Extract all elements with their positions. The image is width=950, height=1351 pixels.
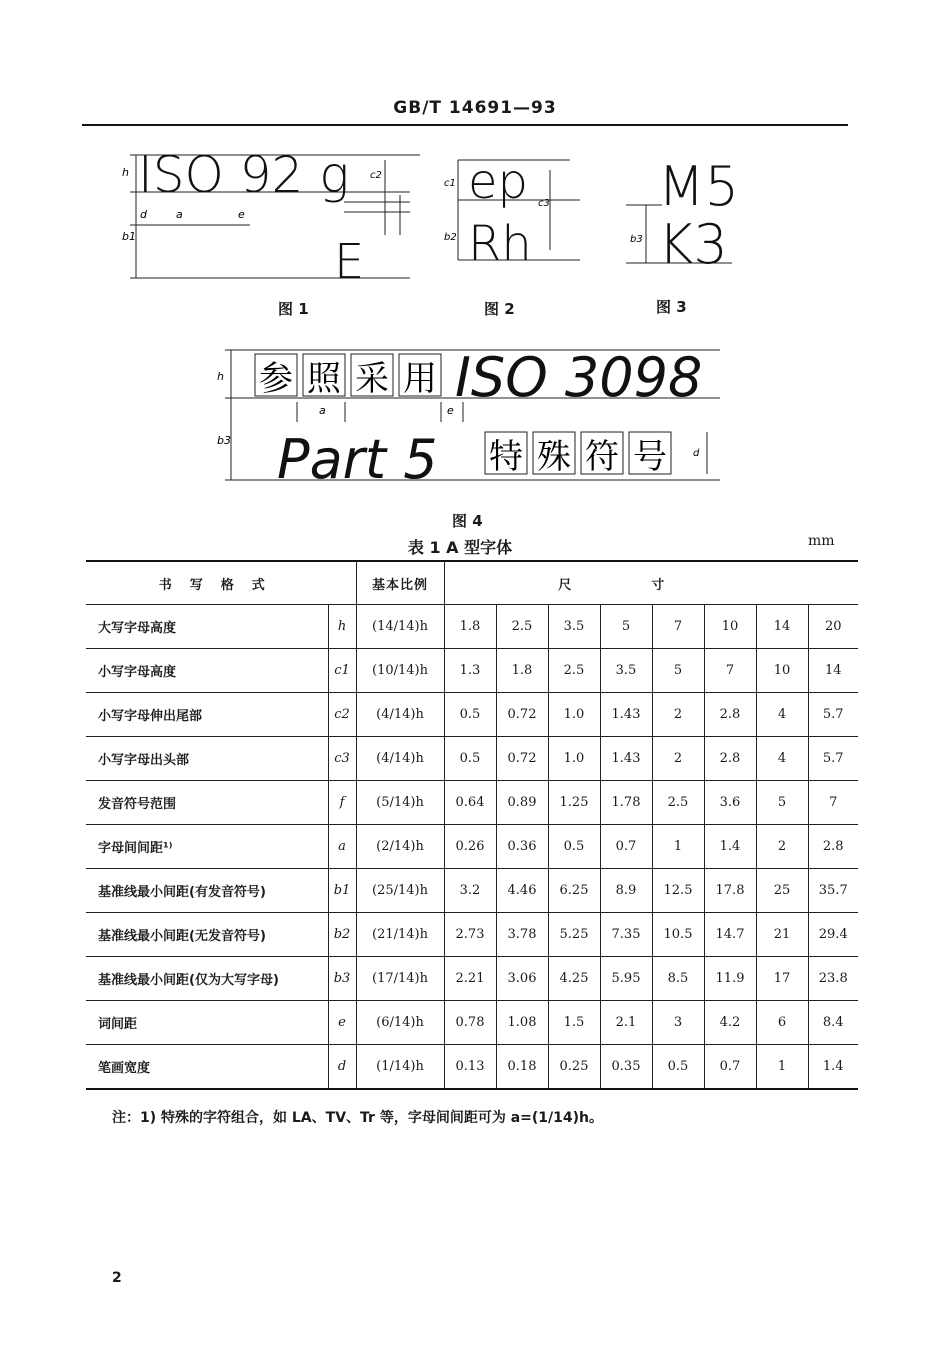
row-value: 14.7 — [704, 913, 756, 957]
table-row — [86, 1045, 858, 1090]
row-value: 10 — [704, 605, 756, 649]
row-name: 词间距 — [86, 1001, 328, 1045]
row-value: 3.5 — [600, 649, 652, 693]
row-value: 1.5 — [548, 1001, 600, 1045]
row-value: 3.6 — [704, 781, 756, 825]
row-name: 小写字母伸出尾部 — [86, 693, 328, 737]
row-value: 0.36 — [496, 825, 548, 869]
fig2-sample-line1: ep — [468, 154, 528, 210]
row-value: 1.78 — [600, 781, 652, 825]
row-symbol: f — [328, 781, 356, 825]
row-value: 0.13 — [444, 1045, 496, 1090]
row-value: 35.7 — [808, 869, 858, 913]
row-symbol: c3 — [328, 737, 356, 781]
fig3-caption: 图 3 — [656, 298, 687, 316]
row-name: 基准线最小间距(仅为大写字母) — [86, 957, 328, 1001]
row-value: 5.25 — [548, 913, 600, 957]
row-value: 20 — [808, 605, 858, 649]
row-value: 10.5 — [652, 913, 704, 957]
row-symbol: h — [328, 605, 356, 649]
row-value: 1.0 — [548, 693, 600, 737]
fig4-label-a: a — [319, 404, 326, 417]
row-value: 0.7 — [704, 1045, 756, 1090]
row-name: 字母间间距¹⁾ — [86, 825, 328, 869]
page-number: 2 — [112, 1270, 122, 1286]
row-value: 5 — [600, 605, 652, 649]
fig4-sample-iso: ISO 3098 — [455, 346, 703, 409]
row-value: 1 — [652, 825, 704, 869]
row-value: 8.9 — [600, 869, 652, 913]
row-value: 7 — [808, 781, 858, 825]
fig4-label-h: h — [217, 370, 224, 383]
fig4-caption: 图 4 — [452, 512, 483, 530]
fig4-boxed-char: 参 — [259, 359, 293, 399]
row-value: 0.7 — [600, 825, 652, 869]
table-row — [86, 737, 858, 781]
row-ratio: (17/14)h — [356, 957, 444, 1001]
row-ratio: (4/14)h — [356, 693, 444, 737]
fig3-sample-line2: K3 — [658, 213, 728, 270]
table-row — [86, 649, 858, 693]
row-name: 小写字母高度 — [86, 649, 328, 693]
row-ratio: (6/14)h — [356, 1001, 444, 1045]
fig4-boxed-char: 用 — [403, 359, 437, 399]
row-value: 10 — [756, 649, 808, 693]
row-ratio: (25/14)h — [356, 869, 444, 913]
table-title: 表 1 A 型字体 — [407, 538, 513, 557]
row-value: 2.8 — [704, 737, 756, 781]
row-value: 0.5 — [652, 1045, 704, 1090]
table-unit: mm — [808, 533, 835, 549]
row-value: 23.8 — [808, 957, 858, 1001]
row-value: 0.5 — [548, 825, 600, 869]
row-ratio: (2/14)h — [356, 825, 444, 869]
row-symbol: b3 — [328, 957, 356, 1001]
table-header-row — [86, 561, 858, 605]
table-row — [86, 605, 858, 649]
row-value: 5 — [652, 649, 704, 693]
standard-code: GB/T 14691—93 — [393, 98, 557, 118]
table-row — [86, 693, 858, 737]
row-value: 3.5 — [548, 605, 600, 649]
table-row — [86, 1001, 858, 1045]
row-value: 3.06 — [496, 957, 548, 1001]
row-symbol: e — [328, 1001, 356, 1045]
row-value: 0.89 — [496, 781, 548, 825]
row-name: 基准线最小间距(无发音符号) — [86, 913, 328, 957]
row-value: 3 — [652, 1001, 704, 1045]
row-value: 25 — [756, 869, 808, 913]
row-ratio: (1/14)h — [356, 1045, 444, 1090]
row-value: 14 — [808, 649, 858, 693]
row-value: 2.73 — [444, 913, 496, 957]
row-value: 2 — [652, 693, 704, 737]
fig1-label-d: d — [140, 208, 147, 221]
row-ratio: (10/14)h — [356, 649, 444, 693]
row-ratio: (5/14)h — [356, 781, 444, 825]
table-row — [86, 781, 858, 825]
row-value: 2.5 — [652, 781, 704, 825]
figure-4 — [215, 340, 725, 490]
figure-2 — [440, 150, 590, 270]
table-row — [86, 957, 858, 1001]
row-value: 6.25 — [548, 869, 600, 913]
row-value: 1.43 — [600, 737, 652, 781]
row-value: 3.78 — [496, 913, 548, 957]
row-value: 17.8 — [704, 869, 756, 913]
row-value: 1.4 — [808, 1045, 858, 1090]
fig4-label-e: e — [447, 404, 454, 417]
header-size: 尺寸 — [444, 561, 858, 605]
row-value: 0.64 — [444, 781, 496, 825]
row-value: 7.35 — [600, 913, 652, 957]
row-value: 2 — [756, 825, 808, 869]
row-value: 7 — [704, 649, 756, 693]
row-value: 5.7 — [808, 693, 858, 737]
row-value: 11.9 — [704, 957, 756, 1001]
fig2-caption: 图 2 — [484, 300, 515, 318]
row-ratio: (4/14)h — [356, 737, 444, 781]
row-value: 1.8 — [444, 605, 496, 649]
row-ratio: (21/14)h — [356, 913, 444, 957]
row-value: 3.2 — [444, 869, 496, 913]
row-name: 发音符号范围 — [86, 781, 328, 825]
row-value: 2.5 — [496, 605, 548, 649]
row-value: 2.21 — [444, 957, 496, 1001]
row-value: 8.5 — [652, 957, 704, 1001]
row-value: 2.8 — [704, 693, 756, 737]
row-value: 1.43 — [600, 693, 652, 737]
row-value: 2 — [652, 737, 704, 781]
fig1-sample-line2: E — [334, 234, 365, 290]
row-ratio: (14/14)h — [356, 605, 444, 649]
row-value: 0.72 — [496, 693, 548, 737]
row-value: 7 — [652, 605, 704, 649]
fig1-caption: 图 1 — [278, 300, 309, 318]
row-value: 4 — [756, 693, 808, 737]
row-symbol: a — [328, 825, 356, 869]
row-symbol: b2 — [328, 913, 356, 957]
fig2-label-c1: c1 — [444, 178, 456, 189]
row-value: 1.4 — [704, 825, 756, 869]
table-footnote: 注：1) 特殊的字符组合，如 LA、TV、Tr 等，字母间间距可为 a=(1/14)h。 — [112, 1110, 603, 1126]
fig3-label-b3: b3 — [630, 234, 643, 245]
row-value: 4.2 — [704, 1001, 756, 1045]
row-value: 0.72 — [496, 737, 548, 781]
row-value: 21 — [756, 913, 808, 957]
fig2-label-b2: b2 — [444, 232, 457, 243]
row-value: 5.7 — [808, 737, 858, 781]
fig1-label-b1: b1 — [122, 230, 136, 243]
fig4-boxed-char: 号 — [633, 437, 667, 477]
header-ratio: 基本比例 — [356, 561, 444, 605]
row-value: 0.18 — [496, 1045, 548, 1090]
fig4-boxed-char: 符 — [585, 437, 619, 477]
row-value: 1.3 — [444, 649, 496, 693]
fig4-sample-part: Part 5 — [277, 428, 438, 490]
row-value: 4.25 — [548, 957, 600, 1001]
row-symbol: c2 — [328, 693, 356, 737]
row-symbol: b1 — [328, 869, 356, 913]
row-value: 14 — [756, 605, 808, 649]
fig4-boxed-char: 照 — [307, 359, 341, 399]
fig1-label-h: h — [122, 166, 129, 179]
row-name: 小写字母出头部 — [86, 737, 328, 781]
row-value: 5 — [756, 781, 808, 825]
row-value: 1.8 — [496, 649, 548, 693]
fig1-label-a: a — [176, 208, 183, 221]
row-value: 4 — [756, 737, 808, 781]
fig2-label-c3: c3 — [538, 198, 550, 209]
figure-3 — [622, 150, 742, 270]
fig3-sample-line1: M5 — [658, 155, 739, 218]
row-value: 12.5 — [652, 869, 704, 913]
row-value: 2.5 — [548, 649, 600, 693]
row-value: 0.25 — [548, 1045, 600, 1090]
fig4-label-d: d — [693, 448, 700, 459]
row-symbol: d — [328, 1045, 356, 1090]
row-value: 8.4 — [808, 1001, 858, 1045]
fig1-sample-line1: ISO 92 g — [138, 146, 350, 204]
fig4-boxed-char: 特 — [489, 437, 523, 477]
figure-1 — [110, 140, 420, 290]
header-format: 书写格式 — [86, 561, 356, 605]
row-value: 4.46 — [496, 869, 548, 913]
fig4-boxed-char: 采 — [355, 359, 389, 399]
row-value: 29.4 — [808, 913, 858, 957]
row-name: 笔画宽度 — [86, 1045, 328, 1090]
row-value: 1.25 — [548, 781, 600, 825]
header-rule — [82, 124, 848, 126]
row-name: 大写字母高度 — [86, 605, 328, 649]
font-spec-table — [86, 560, 858, 1090]
row-value: 1.0 — [548, 737, 600, 781]
row-value: 0.5 — [444, 693, 496, 737]
row-value: 1 — [756, 1045, 808, 1090]
row-value: 6 — [756, 1001, 808, 1045]
fig4-label-b3: b3 — [217, 434, 231, 447]
row-value: 2.8 — [808, 825, 858, 869]
table-row — [86, 825, 858, 869]
row-value: 0.35 — [600, 1045, 652, 1090]
row-name: 基准线最小间距(有发音符号) — [86, 869, 328, 913]
row-value: 17 — [756, 957, 808, 1001]
table-row — [86, 913, 858, 957]
row-value: 0.78 — [444, 1001, 496, 1045]
table-row — [86, 869, 858, 913]
row-value: 0.26 — [444, 825, 496, 869]
row-value: 1.08 — [496, 1001, 548, 1045]
fig1-label-e: e — [238, 208, 245, 221]
fig1-label-c2: c2 — [370, 170, 382, 181]
fig4-boxed-char: 殊 — [537, 437, 571, 477]
row-value: 5.95 — [600, 957, 652, 1001]
fig2-sample-line2: Rh — [468, 216, 532, 270]
row-symbol: c1 — [328, 649, 356, 693]
row-value: 2.1 — [600, 1001, 652, 1045]
row-value: 0.5 — [444, 737, 496, 781]
